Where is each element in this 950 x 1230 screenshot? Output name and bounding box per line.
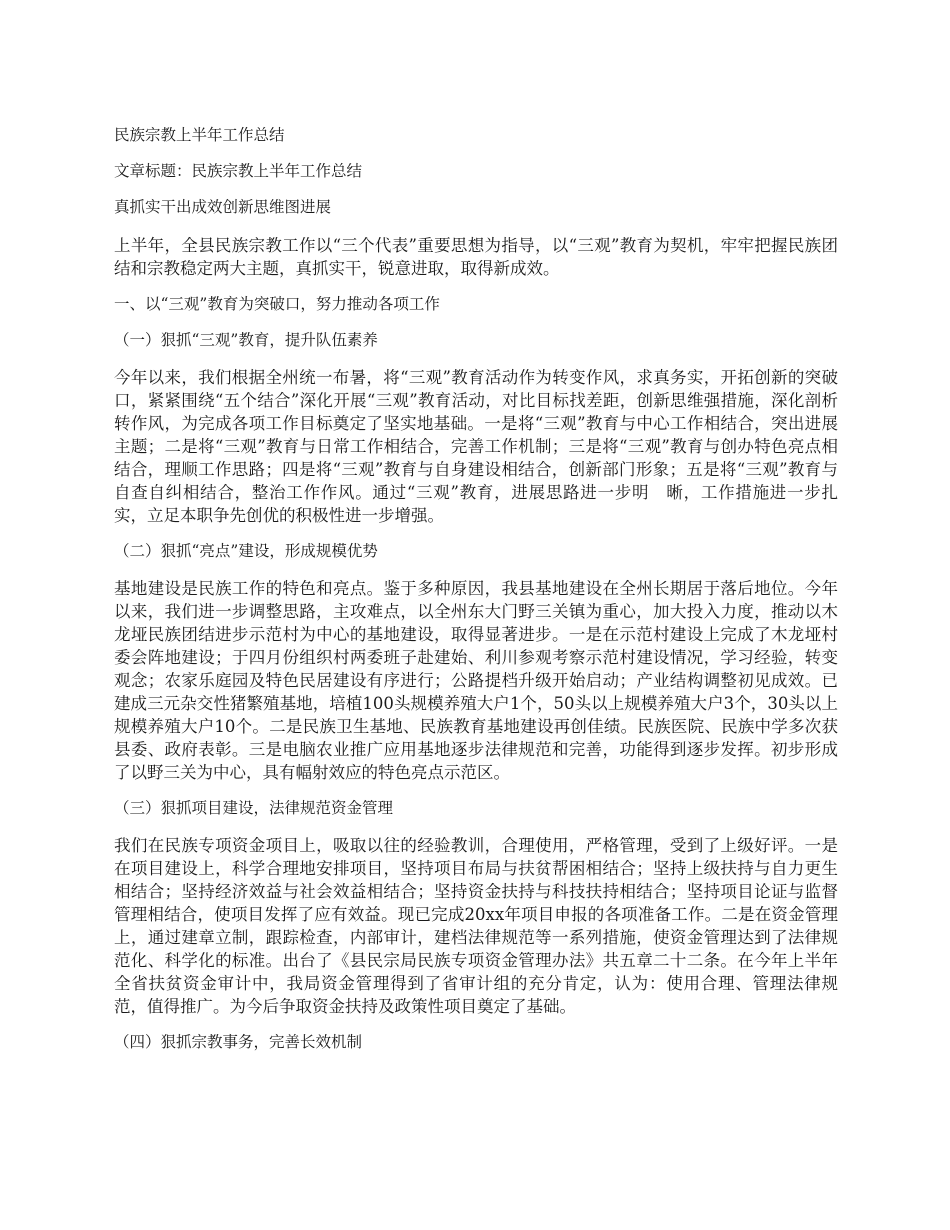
article-title: 文章标题：民族宗教上半年工作总结 bbox=[114, 162, 363, 180]
subsection-4-heading: （四）狠抓宗教事务，完善长效机制 bbox=[114, 1033, 363, 1051]
subsection-1-body: 今年以来，我们根据全州统一布暑，将“三观”教育活动作为转变作风，求真务实，开拓创新的突破口，紧紧围绕“五个结合”深化开展“三观”教育活动，对比目标找差距，创新思维强措施，深化剖析转作风，为完成各项工作目标奠定了坚实地基础。一是将“三观”教育与中心工作相结合，突出进展主题；二是将“三观”教育与日常工作相结合，完善工作机制；三是将“三观”教育与创办特色亮点相结合，理顺工作思路；四是将“三观”教育与自身建设相结合，创新部门形象；五是将“三观”教育与自查自纠相结合，整治工作作风。通过“三观”教育，进展思路进一步明 晰，工作措施进一步扎实，立足本职争先创优的积极性进一步增强。 bbox=[114, 368, 838, 525]
subsection-3-heading: （三）狠抓项目建设，法律规范资金管理 bbox=[114, 799, 394, 817]
section-1-heading: 一、以“三观”教育为突破口，努力推动各项工作 bbox=[114, 295, 440, 313]
subsection-3-body: 我们在民族专项资金项目上，吸取以往的经验教训，合理使用，严格管理，受到了上级好评。一是在项目建设上，科学合理地安排项目，坚持项目布局与扶贫帮困相结合；坚持上级扶持与自力更生相结合；坚持经济效益与社会效益相结合；坚持资金扶持与科技扶持相结合；坚持项目论证与监督管理相结合，使项目发挥了应有效益。现已完成20xx年项目申报的各项准备工作。二是在资金管理上，通过建章立制，跟踪检查，内部审计，建档法律规范等一系列措施，使资金管理达到了法律规范化、科学化的标准。出台了《县民宗局民族专项资金管理办法》共五章二十二条。在今年上半年全省扶贫资金审计中，我局资金管理得到了省审计组的充分肯定，认为：使用合理、管理法律规范，值得推广。为今后争取资金扶持及政策性项目奠定了基础。 bbox=[114, 836, 838, 1016]
document-header-title: 民族宗教上半年工作总结 bbox=[114, 126, 285, 144]
intro-paragraph: 上半年，全县民族宗教工作以“三个代表”重要思想为指导，以“三观”教育为契机，牢牢把握民族团结和宗教稳定两大主题，真抓实干，锐意进取，取得新成效。 bbox=[114, 236, 838, 278]
subsection-1-heading: （一）狠抓“三观”教育，提升队伍素养 bbox=[114, 331, 378, 349]
subsection-2-heading: （二）狠抓“亮点”建设，形成规模优势 bbox=[114, 542, 378, 560]
document-subtitle: 真抓实干出成效创新思维图进展 bbox=[114, 198, 332, 216]
document-page bbox=[114, 126, 838, 1068]
subsection-2-body: 基地建设是民族工作的特色和亮点。鉴于多种原因，我县基地建设在全州长期居于落后地位。今年以来，我们进一步调整思路，主攻难点，以全州东大门野三关镇为重心，加大投入力度，推动以木龙垭民族团结进步示范村为中心的基地建设，取得显著进步。一是在示范村建设上完成了木龙垭村委会阵地建设；于四月份组织村两委班子赴建始、利川参观考察示范村建设情况，学习经验，转变观念；农家乐庭园及特色民居建设有序进行；公路提档升级开始启动；产业结构调整初见成效。已建成三元杂交性猪繁殖基地，培植100头规模养殖大户1个，50头以上规模养殖大户3个，30头以上规模养殖大户10个。二是民族卫生基地、民族教育基地建设再创佳绩。民族医院、民族中学多次获县委、政府表彰。三是电脑农业推广应用基地逐步法律规范和完善，功能得到逐步发挥。初步形成了以野三关为中心，具有幅射效应的特色亮点示范区。 bbox=[114, 579, 838, 782]
